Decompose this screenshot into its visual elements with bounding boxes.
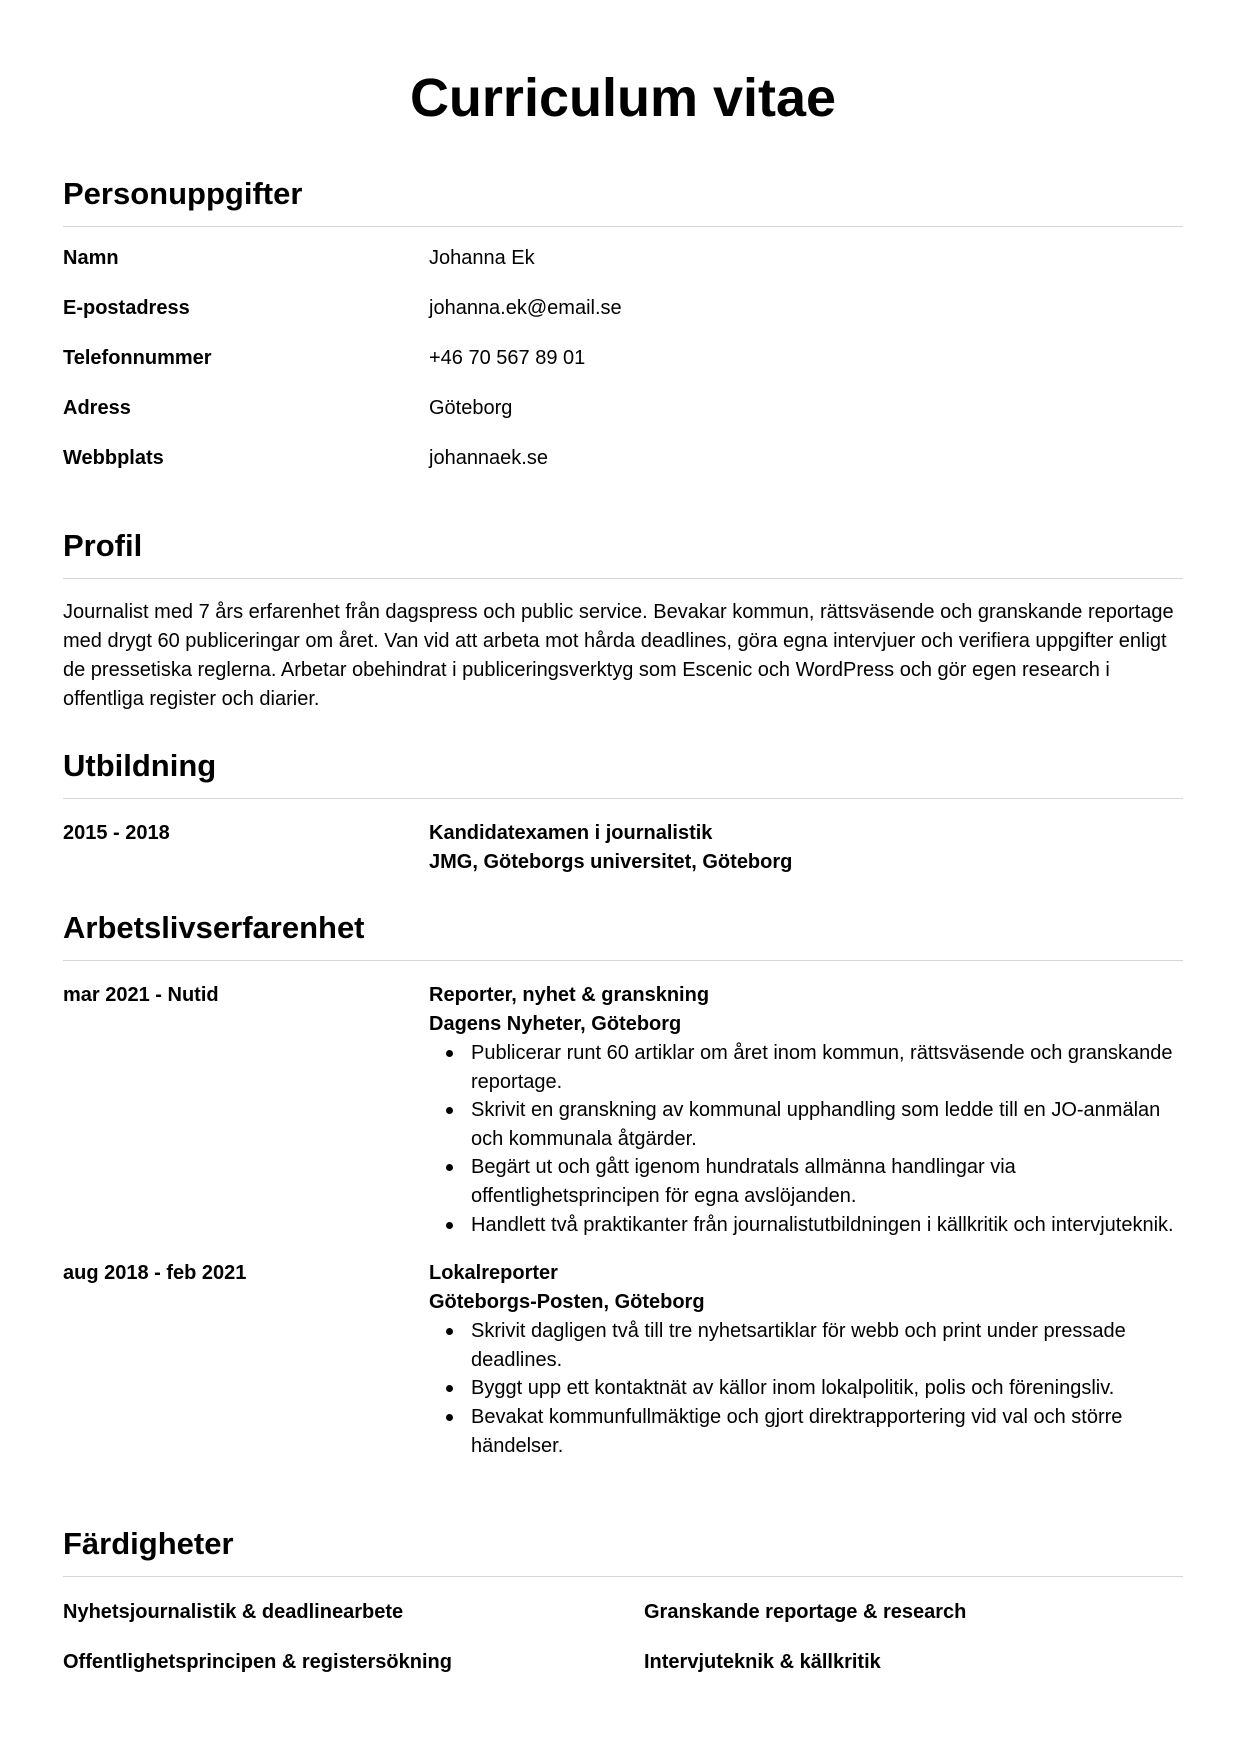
education-degree: Kandidatexamen i journalistik (429, 822, 713, 844)
duty-item: Byggt upp ett kontaktnät av källor inom lokalpolitik, polis och föreningsliv. (429, 1374, 1183, 1403)
field-label: Adress (63, 397, 131, 419)
experience-details (429, 1259, 1183, 1460)
skills-grid (63, 1577, 1183, 1675)
duty-item: Skrivit en granskning av kommunal upphandling som ledde till en JO-anmälan och kommunala åtgärder. (429, 1096, 1183, 1153)
duty-item: Handlett två praktikanter från journalistutbildningen i källkritik och intervjuteknik. (429, 1211, 1183, 1240)
experience-period: aug 2018 - feb 2021 (63, 1262, 247, 1285)
personal-section (63, 174, 1183, 471)
field-row-website (63, 445, 1183, 471)
section-heading-skills: Färdigheter (63, 1524, 1183, 1577)
skill-item: Nyhetsjournalistik & deadlinearbete (63, 1601, 404, 1623)
education-section (63, 746, 1183, 877)
duty-item: Begärt ut och gått igenom hundratals allmänna handlingar via offentlighetsprincipen för egna avslöjanden. (429, 1153, 1183, 1210)
duties-list (429, 1039, 1183, 1239)
duty-item: Skrivit dagligen två till tre nyhetsartiklar för webb och print under pressade deadlines. (429, 1317, 1183, 1374)
employer: Göteborgs-Posten, Göteborg (429, 1291, 705, 1314)
duty-item: Bevakat kommunfullmäktige och gjort direktrapportering vid val och större händelser. (429, 1403, 1183, 1460)
education-period: 2015 - 2018 (63, 822, 170, 844)
experience-entry (63, 1239, 1183, 1460)
document-title: Curriculum vitae (409, 68, 837, 128)
field-row-name (63, 245, 1183, 271)
field-label: E-postadress (63, 297, 190, 319)
field-label: Telefonnummer (63, 347, 212, 369)
field-value-phone: +46 70 567 89 01 (429, 347, 586, 369)
experience-entry (63, 961, 1183, 1239)
field-value-name: Johanna Ek (429, 247, 535, 269)
section-heading-education: Utbildning (63, 746, 1183, 799)
field-row-address (63, 395, 1183, 421)
skill-item: Intervjuteknik & källkritik (644, 1651, 881, 1673)
experience-section (63, 908, 1183, 1460)
field-label: Namn (63, 247, 119, 269)
field-value-website: johannaek.se (429, 447, 548, 469)
education-entry (63, 799, 1183, 877)
duty-item: Publicerar runt 60 artiklar om året inom kommun, rättsväsende och granskande reportage. (429, 1039, 1183, 1096)
field-row-email (63, 295, 1183, 321)
skill-item: Offentlighetsprincipen & registersökning (63, 1651, 452, 1673)
duties-list (429, 1317, 1183, 1460)
field-value-email: johanna.ek@email.se (429, 297, 622, 319)
job-title: Reporter, nyhet & granskning (429, 984, 710, 1006)
experience-period: mar 2021 - Nutid (63, 984, 219, 1006)
experience-details (429, 981, 1183, 1239)
employer: Dagens Nyheter, Göteborg (429, 1013, 682, 1035)
personal-fields (63, 227, 1183, 471)
section-heading-personal: Personuppgifter (63, 174, 1183, 227)
job-title: Lokalreporter (429, 1262, 558, 1285)
field-label: Webbplats (63, 447, 164, 469)
education-school: JMG, Göteborgs universitet, Göteborg (429, 851, 793, 873)
section-heading-experience: Arbetslivserfarenhet (63, 908, 1183, 961)
field-row-phone (63, 345, 1183, 371)
skill-item: Granskande reportage & research (644, 1601, 967, 1623)
profile-text: Journalist med 7 års erfarenhet från dagspress och public service. Bevakar kommun, rättsväsende och granskande reportage med drygt 60 publiceringar om året. Van vid att arbeta mot hårda deadlines, göra egna intervjuer och verifiera uppgifter enligt de pressetiska reglerna. Arbetar obehindrat i publiceringsverktyg som Escenic och WordPress och gör egen research i offentliga register och diarier. (63, 601, 1174, 710)
field-value-address: Göteborg (429, 397, 513, 419)
profile-section (63, 526, 1183, 714)
education-details (429, 819, 1183, 877)
section-heading-profile: Profil (63, 526, 1183, 579)
skills-section (63, 1524, 1183, 1675)
